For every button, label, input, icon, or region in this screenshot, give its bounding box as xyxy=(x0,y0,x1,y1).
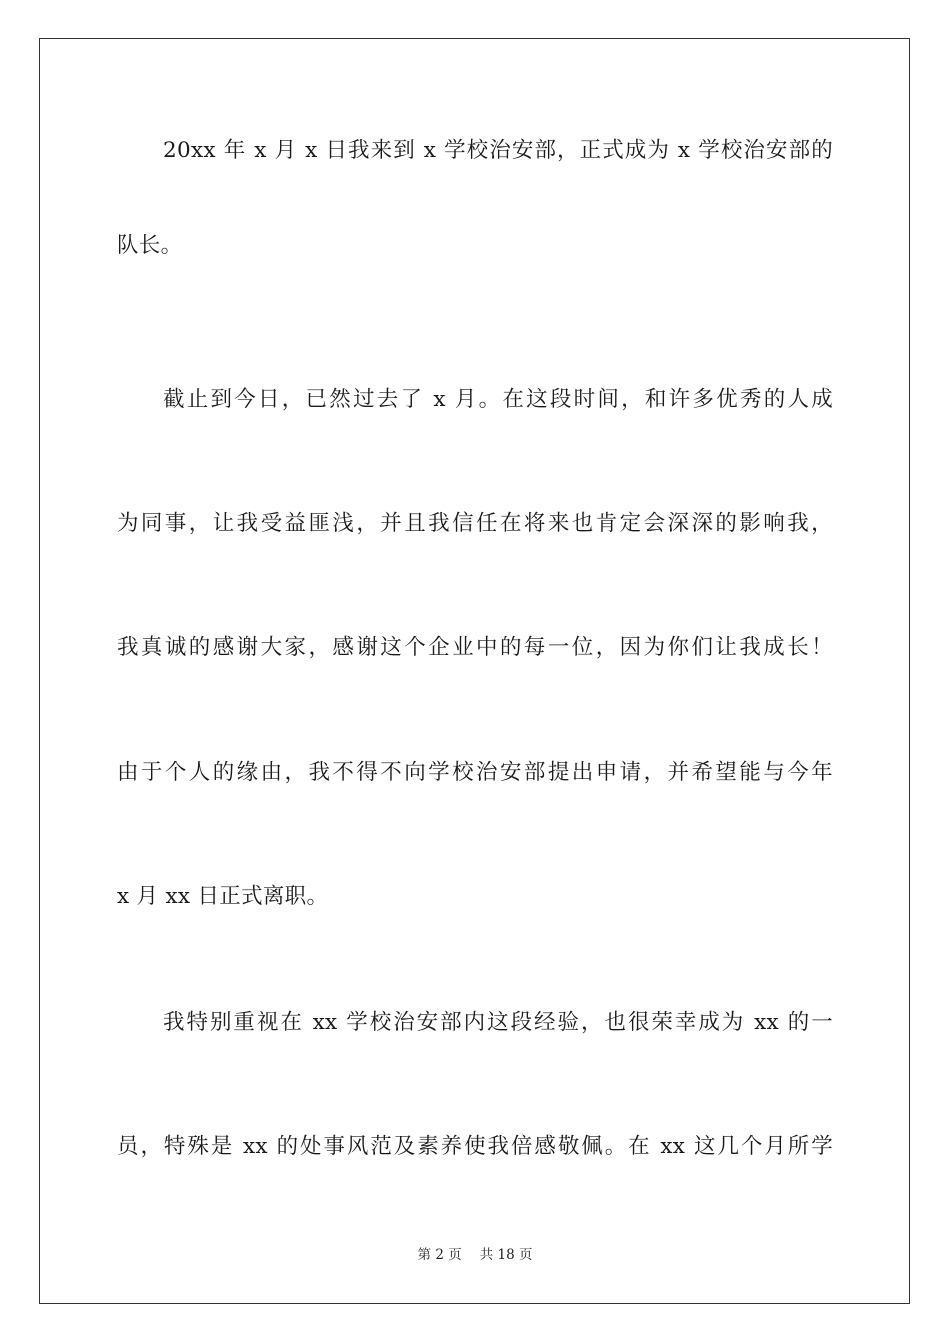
page-number: 第 2 页 xyxy=(417,1247,462,1263)
text-line-3: 截止到今日，已然过去了 x 月。在这段时间，和许多优秀的人成 xyxy=(163,387,833,412)
text-line-1: 20xx 年 x 月 x 日我来到 x 学校治安部，正式成为 x 学校治安部的 xyxy=(163,138,833,163)
text-line-5: 我真诚的感谢大家，感谢这个企业中的每一位，因为你们让我成长！ xyxy=(117,635,833,660)
text-line-4: 为同事，让我受益匪浅，并且我信任在将来也肯定会深深的影响我， xyxy=(117,511,833,536)
text-line-8: 我特别重视在 xx 学校治安部内这段经验，也很荣幸成为 xx 的一 xyxy=(163,1010,833,1035)
page-frame xyxy=(39,38,910,1304)
text-line-6: 由于个人的缘由，我不得不向学校治安部提出申请，并希望能与今年 xyxy=(117,760,833,785)
text-line-2: 队长。 xyxy=(117,233,183,258)
text-line-9: 员，特殊是 xx 的处事风范及素养使我倍感敬佩。在 xx 这几个月所学 xyxy=(117,1134,833,1159)
text-line-7: x 月 xx 日正式离职。 xyxy=(117,884,329,909)
page-total: 共 18 页 xyxy=(479,1247,533,1263)
page-footer xyxy=(0,1246,950,1264)
